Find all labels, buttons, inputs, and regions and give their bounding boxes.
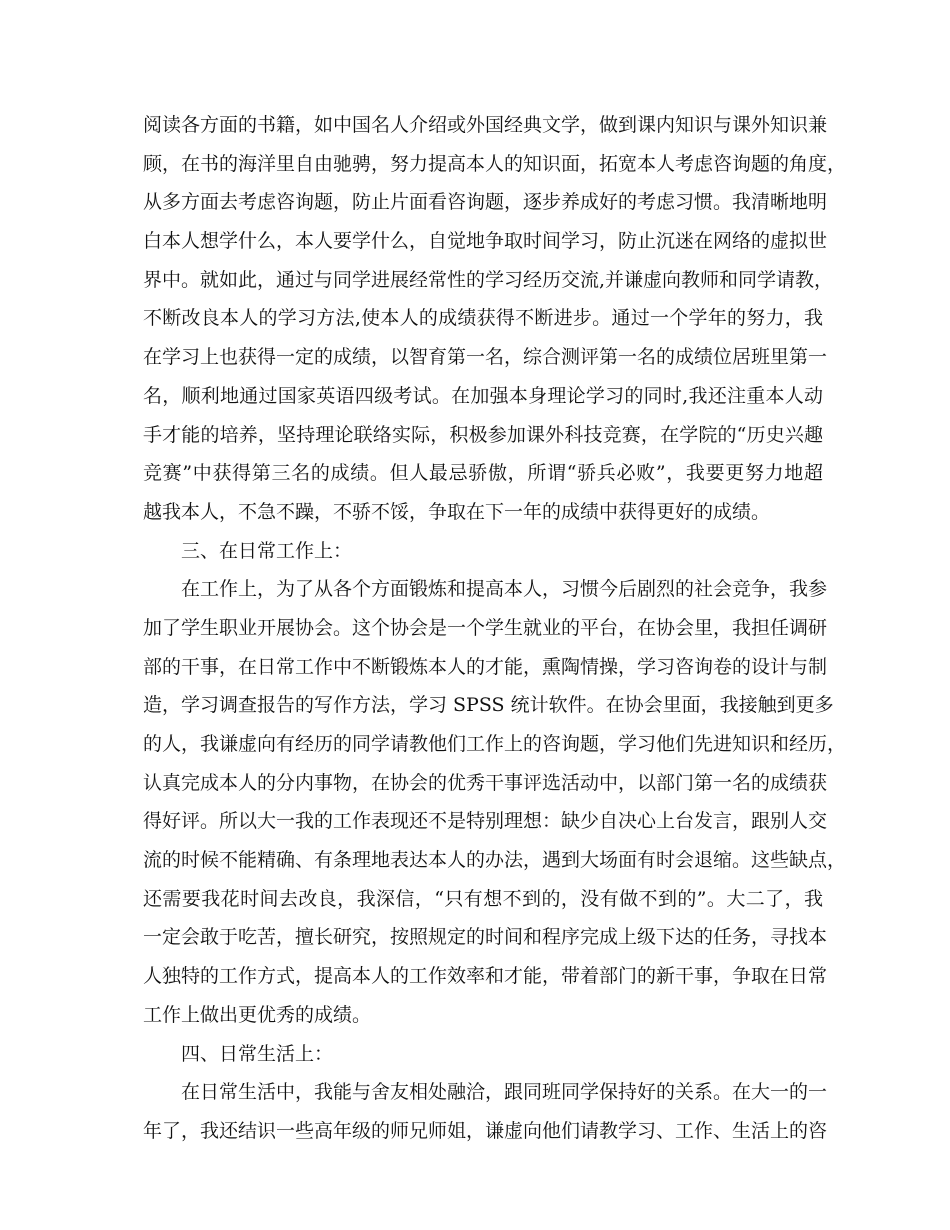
text-line: 得好评。所以大一我的工作表现还不是特别理想：缺少自决心上台发言，跟别人交: [143, 810, 828, 833]
text-line: 的人，我谦虚向有经历的同学请教他们工作上的咨询题，学习他们先进知识和经历，: [143, 733, 847, 755]
text-line: 不断改良本人的学习方法,使本人的成绩获得不断进步。通过一个学年的努力，我: [143, 307, 823, 330]
text-line: 部的干事，在日常工作中不断锻炼本人的才能，熏陶情操，学习咨询卷的设计与制: [143, 655, 828, 678]
text-line: 在工作上，为了从各个方面锻炼和提高本人，习惯今后剧烈的社会竞争，我参: [181, 578, 828, 601]
text-line: 竞赛”中获得第三名的成绩。但人最忌骄傲，所谓“骄兵必败”，我要更努力地超: [143, 462, 823, 485]
text-line: 从多方面去考虑咨询题，防止片面看咨询题，逐步养成好的考虑习惯。我清晰地明: [143, 191, 828, 214]
text-line: 界中。就如此，通过与同学进展经常性的学习经历交流,并谦虚向教师和同学请教，: [143, 268, 834, 291]
text-line: 造，学习调查报告的写作方法，学习 SPSS 统计软件。在协会里面，我接触到更多: [143, 694, 834, 717]
body-text: [143, 106, 847, 1151]
text-line: 流的时候不能精确、有条理地表达本人的办法，遇到大场面有时会退缩。这些缺点，: [143, 849, 847, 872]
text-line: 一定会敢于吃苦，擅长研究，按照规定的时间和程序完成上级下达的任务，寻找本: [143, 926, 828, 949]
text-line: 顾，在书的海洋里自由驰骋，努力提高本人的知识面，拓宽本人考虑咨询题的角度，: [143, 152, 847, 175]
text-line: 工作上做出更优秀的成绩。: [143, 1003, 372, 1026]
text-line: 认真完成本人的分内事物，在协会的优秀干事评选活动中，以部门第一名的成绩获: [143, 771, 828, 794]
text-line: 越我本人，不急不躁，不骄不馁，争取在下一年的成绩中获得更好的成绩。: [143, 500, 771, 523]
section-heading: 四、日常生活上：: [181, 1042, 334, 1065]
text-line: 年了，我还结识一些高年级的师兄师姐，谦虚向他们请教学习、工作、生活上的咨: [143, 1119, 828, 1142]
text-line: 名，顺利地通过国家英语四级考试。在加强本身理论学习的同时,我还注重本人动: [143, 384, 823, 407]
text-line: 阅读各方面的书籍，如中国名人介绍或外国经典文学，做到课内知识与课外知识兼: [143, 114, 828, 136]
section-heading: 三、在日常工作上：: [181, 539, 353, 562]
text-line: 白本人想学什么，本人要学什么，自觉地争取时间学习，防止沉迷在网络的虚拟世: [143, 230, 828, 253]
text-line: 人独特的工作方式，提高本人的工作效率和才能，带着部门的新干事，争取在日常: [143, 965, 828, 988]
text-line: 在日常生活中，我能与舍友相处融洽，跟同班同学保持好的关系。在大一的一: [181, 1081, 828, 1104]
text-line: 在学习上也获得一定的成绩，以智育第一名，综合测评第一名的成绩位居班里第一: [143, 346, 828, 369]
text-line: 加了学生职业开展协会。这个协会是一个学生就业的平台，在协会里，我担任调研: [143, 616, 828, 639]
text-line: 手才能的培养，坚持理论联络实际，积极参加课外科技竞赛，在学院的“历史兴趣: [143, 423, 823, 446]
text-line: 还需要我花时间去改良，我深信，“只有想不到的，没有做不到的”。大二了，我: [143, 887, 823, 910]
